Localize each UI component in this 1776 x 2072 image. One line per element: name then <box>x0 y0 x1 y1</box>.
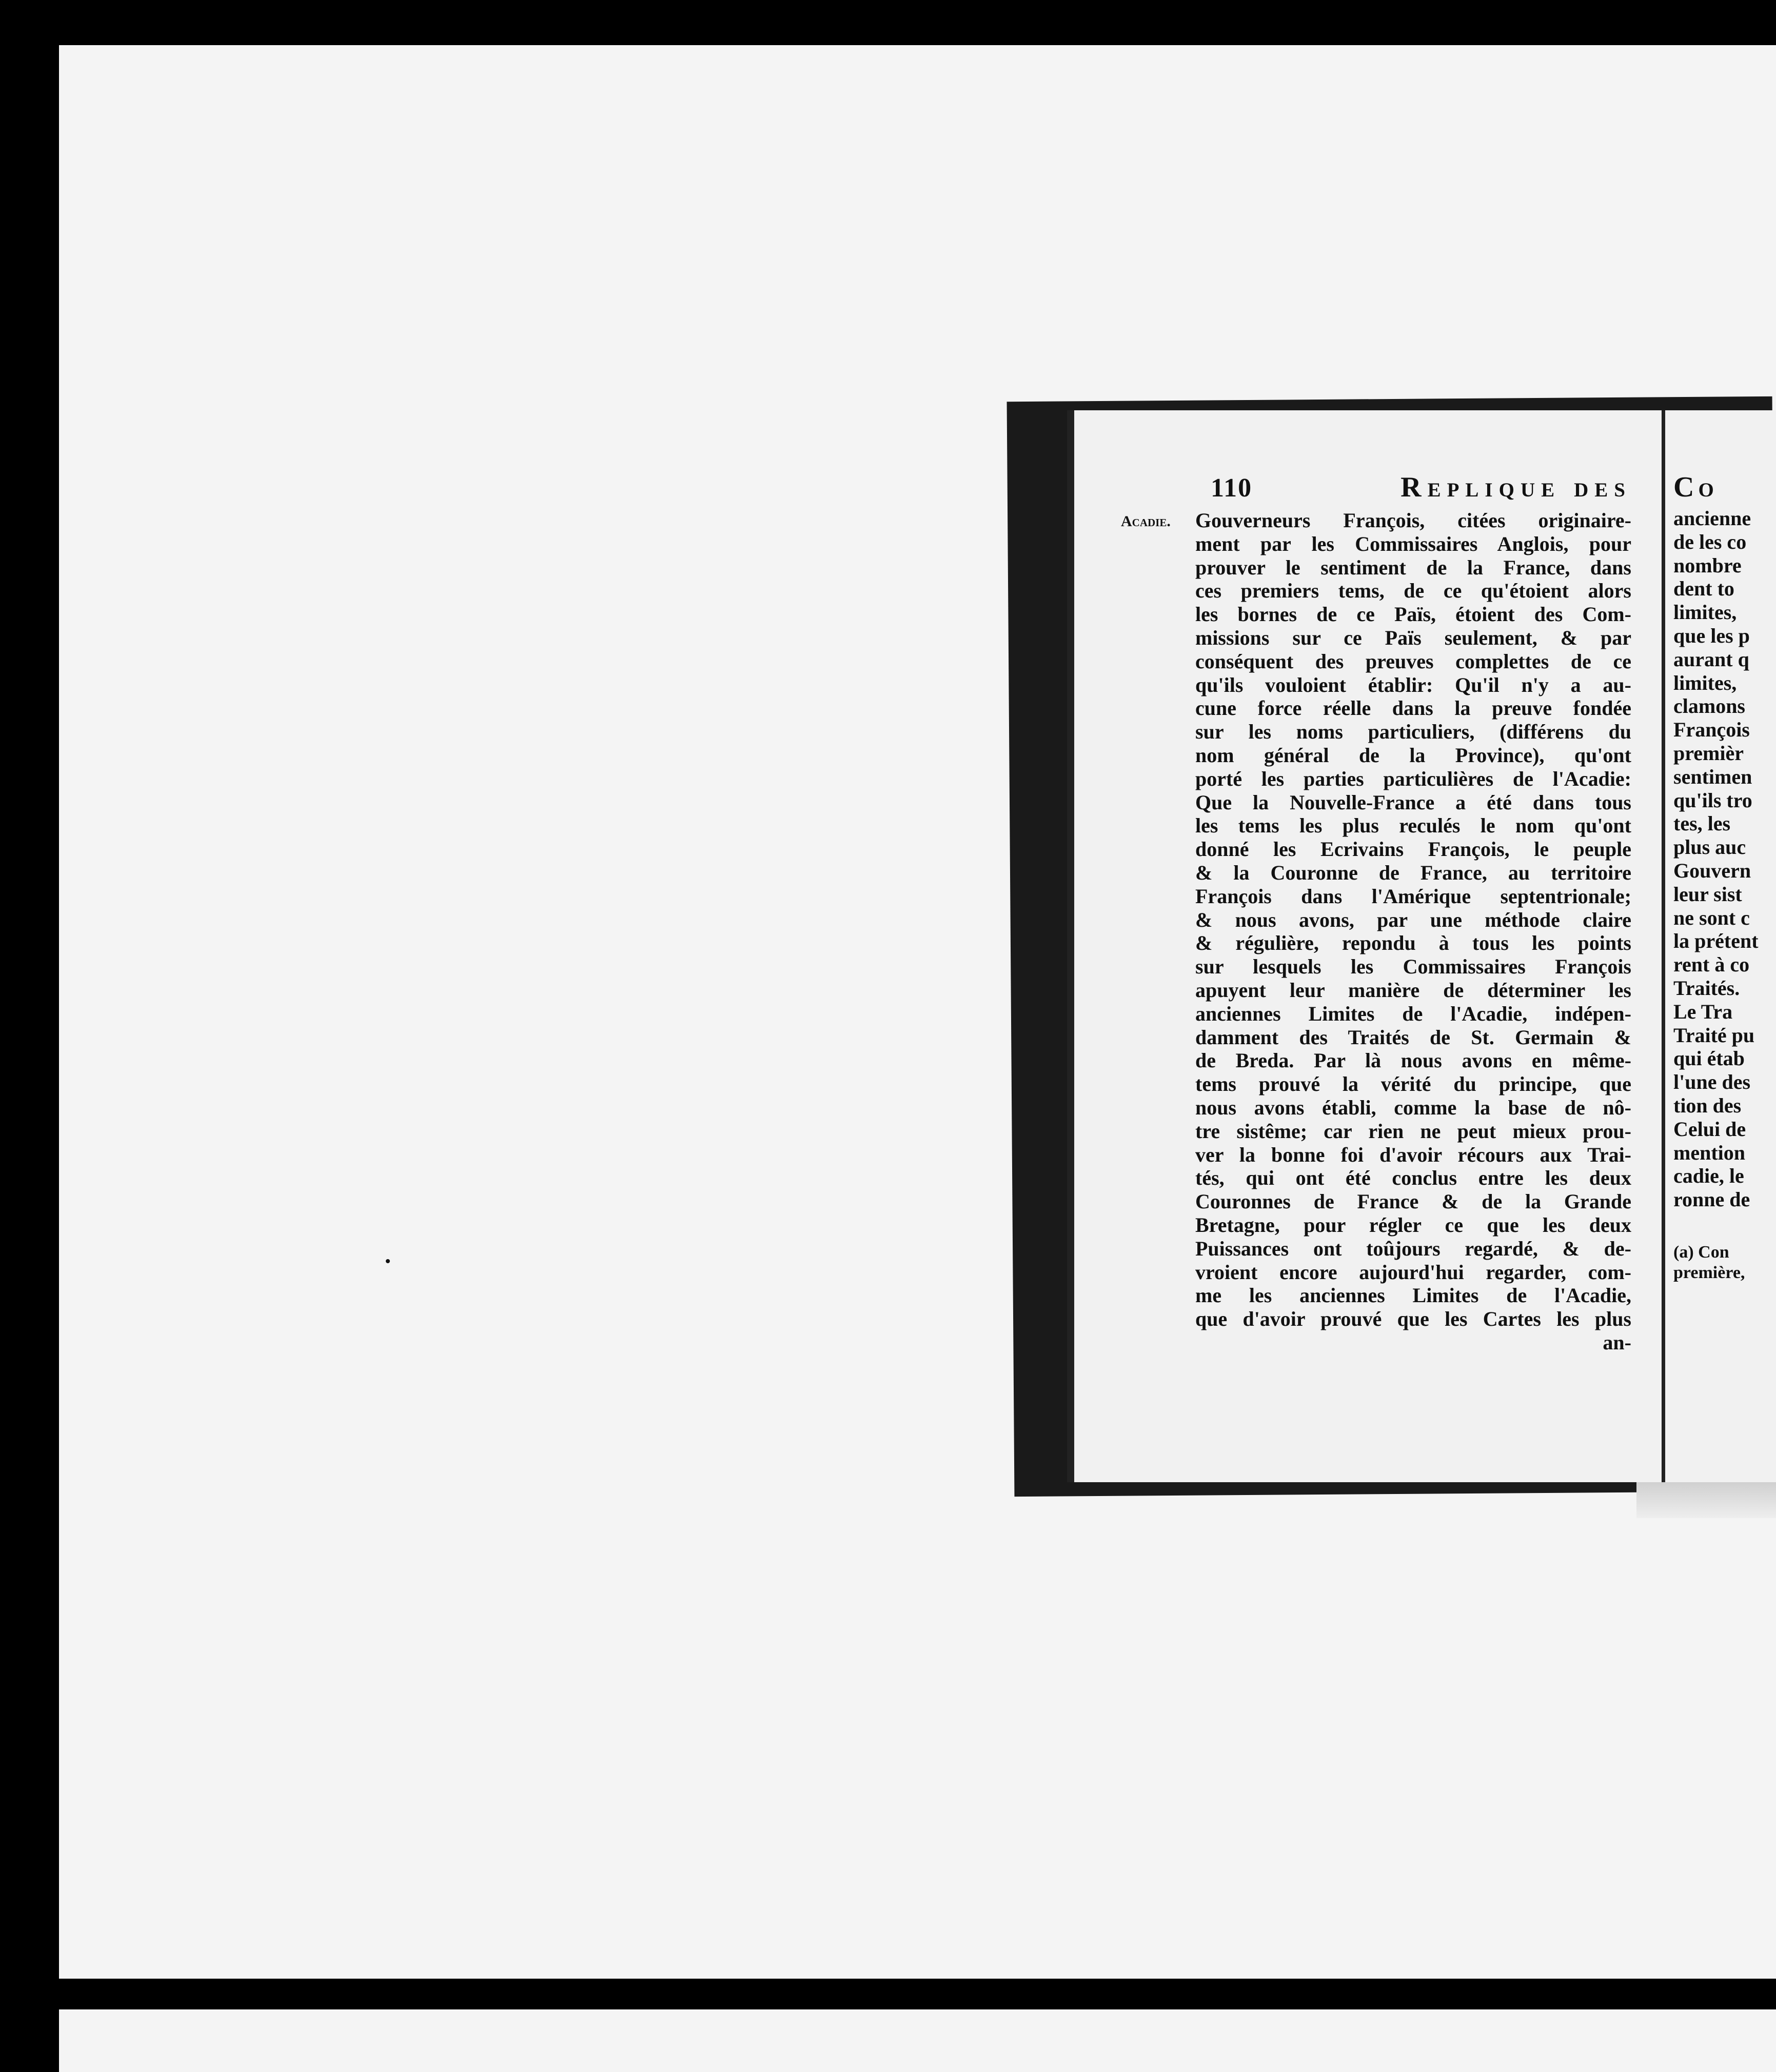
right-page-text <box>1673 471 1776 1283</box>
text-line: leur sist <box>1673 882 1742 906</box>
text-line: la prétent <box>1673 929 1759 953</box>
text-line: ronne de <box>1673 1188 1750 1211</box>
text-line: qu'ils tro <box>1673 788 1752 812</box>
text-line: ver la bonne foi d'avoir récours aux Trai- <box>1195 1143 1631 1166</box>
text-line: & nous avons, par une méthode claire <box>1195 908 1631 931</box>
text-line: cune force réelle dans la preuve fondée <box>1195 696 1631 720</box>
text-line: mention <box>1673 1141 1745 1164</box>
text-line: donné les Ecrivains François, le peuple <box>1195 838 1631 861</box>
text-line: conséquent des preuves complettes de ce <box>1195 649 1631 673</box>
text-line: Traité pu <box>1673 1023 1755 1047</box>
text-line: de Breda. Par là nous avons en même- <box>1195 1049 1631 1072</box>
text-line: tés, qui ont été conclus entre les deux <box>1195 1166 1631 1190</box>
text-line: vroient encore aujourd'hui regarder, com- <box>1195 1260 1631 1284</box>
text-line: porté les parties particulières de l'Acadie: <box>1195 767 1631 790</box>
text-line: sur lesquels les Commissaires François <box>1195 955 1631 979</box>
text-line: Couronnes de France & de la Grande <box>1195 1190 1631 1213</box>
text-line: François <box>1673 718 1750 742</box>
text-line: Traités. <box>1673 976 1740 1000</box>
text-line: Que la Nouvelle-France a été dans tous <box>1195 790 1631 814</box>
footnote-line: première, <box>1673 1263 1745 1282</box>
text-line: missions sur ce Païs seulement, & par <box>1195 626 1631 649</box>
text-line: tion des <box>1673 1093 1742 1117</box>
text-line: qu'ils vouloient établir: Qu'il n'y a au- <box>1195 673 1631 696</box>
text-line: de les co <box>1673 530 1747 553</box>
text-line: tre sistême; car rien ne peut mieux prou- <box>1195 1119 1631 1143</box>
text-line: ces premiers tems, de ce qu'étoient alors <box>1195 579 1631 603</box>
text-line: prouver le sentiment de la France, dans <box>1195 555 1631 579</box>
running-head <box>1211 471 1631 507</box>
body-text <box>1195 509 1631 1354</box>
text-line: Celui de <box>1673 1117 1746 1141</box>
text-line: rent à co <box>1673 953 1750 977</box>
right-running-head: Co <box>1673 471 1718 503</box>
text-line: les tems les plus reculés le nom qu'ont <box>1195 814 1631 838</box>
text-line: Gouverneurs François, citées originaire- <box>1195 509 1631 532</box>
text-line: nom général de la Province), qu'ont <box>1195 743 1631 767</box>
next-frame-edge <box>59 2009 1776 2072</box>
text-line: Gouvern <box>1673 859 1751 882</box>
running-head-title: Replique des <box>1400 471 1631 503</box>
text-line: ancienne <box>1673 507 1751 530</box>
text-line: Puissances ont toûjours regardé, & de- <box>1195 1237 1631 1260</box>
text-line: Bretagne, pour régler ce que les deux <box>1195 1213 1631 1237</box>
text-line: ne sont c <box>1673 906 1750 929</box>
text-line: sentimen <box>1673 765 1752 788</box>
text-line: damment des Traités de St. Germain & <box>1195 1025 1631 1049</box>
text-line: & la Couronne de France, au territoire <box>1195 861 1631 884</box>
speck <box>386 1259 390 1263</box>
text-line: François dans l'Amérique septentrionale; <box>1195 884 1631 908</box>
text-line: limites, <box>1673 601 1737 624</box>
footnote-line: (a) Con <box>1673 1242 1729 1262</box>
text-line: tes, les <box>1673 812 1731 835</box>
text-line: l'une des <box>1673 1070 1751 1094</box>
margin-note: Acadie. <box>1121 513 1171 530</box>
text-line: les bornes de ce Païs, étoient des Com- <box>1195 603 1631 626</box>
text-line: apuyent leur manière de déterminer les <box>1195 978 1631 1002</box>
text-line: tems prouvé la vérité du principe, que <box>1195 1072 1631 1096</box>
page-shadow <box>1636 1482 1776 1518</box>
text-line: limites, <box>1673 671 1737 694</box>
text-line: & régulière, repondu à tous les points <box>1195 931 1631 955</box>
catchword: an- <box>1603 1330 1631 1354</box>
text-line: anciennes Limites de l'Acadie, indépen- <box>1195 1002 1631 1025</box>
text-line: dent to <box>1673 577 1734 601</box>
text-line: me les anciennes Limites de l'Acadie, <box>1195 1284 1631 1307</box>
text-line: premièr <box>1673 741 1744 765</box>
text-line: Le Tra <box>1673 1000 1733 1023</box>
text-line: que les p <box>1673 624 1750 647</box>
text-line: aurant q <box>1673 647 1749 671</box>
text-line: clamons <box>1673 694 1745 718</box>
text-line: que d'avoir prouvé que les Cartes les plus <box>1195 1307 1631 1331</box>
text-line: nous avons établi, comme la base de nô- <box>1195 1095 1631 1119</box>
text-line: plus auc <box>1673 835 1746 859</box>
text-line: ment par les Commissaires Anglois, pour <box>1195 532 1631 555</box>
text-line: sur les noms particuliers, (différens du <box>1195 720 1631 744</box>
text-line: nombre <box>1673 553 1742 577</box>
page-number: 110 <box>1211 473 1253 503</box>
text-line: qui étab <box>1673 1047 1745 1070</box>
text-line: cadie, le <box>1673 1164 1744 1188</box>
